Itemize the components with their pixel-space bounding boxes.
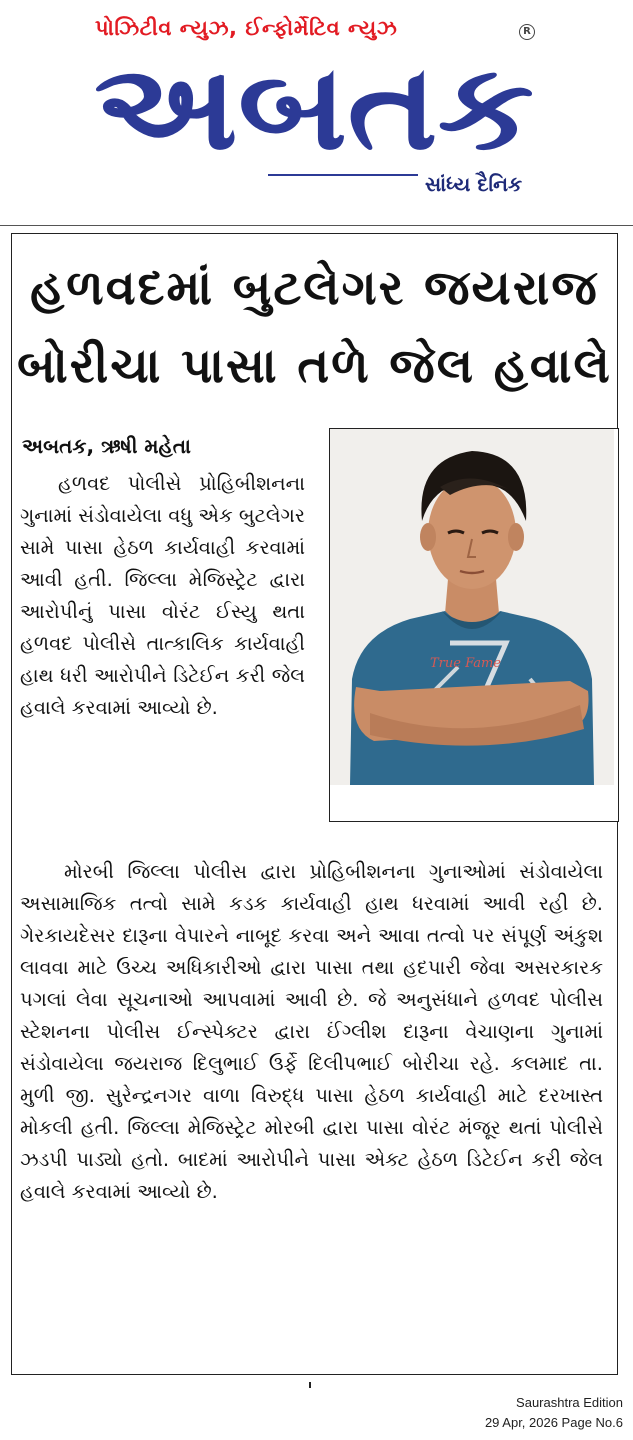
- article-paragraph-2: મોરબી જિલ્લા પોલીસ દ્વારા પ્રોહિબીશનના ગુનાઓમાં સંડોવાયેલા અસામાજિક તત્વો સામે કડક કાર્યવાહી હાથ ધરવામાં આવી રહી છે. ગેરકાયદેસર દારૂના વેપારને નાબૂદ કરવા અને આવા તત્વો પર સંપૂર્ણ અંકુશ લાવવા માટે ઉચ્ચ અધિકારીઓ દ્વારા પાસા તથા હદપારી જેવા અસરકારક પગલાં લેવા સૂચનાઓ આપવામાં આવી છે. જે અનુસંધાને હળવદ પોલીસ સ્ટેશનના પોલીસ ઈન્સ્પેક્ટર દ્વારા ઈંગ્લીશ દારૂના વેચાણના ગુનામાં સંડોવાયેલા જયરાજ દિલુભાઈ ઉર્ફે દિલીપભાઈ બોરીચા રહે. કલમાદ તા. મુળી જી. સુરેન્દ્રનગર વાળા વિરુદ્ધ પાસા હેઠળ કાર્યવાહી માટે દરખાસ્ત મોકલી હતી. જિલ્લા મેજિસ્ટ્રેટ મોરબી દ્વારા પાસા વોરંટ મંજૂર થતાં પોલીસે ઝડપી પાડ્યો હતો. બાદમાં આરોપીને પાસા એક્ટ હેઠળ ડિટેઈન કરી જેલ હવાલે કરવામાં આવ્યો છે.: [20, 860, 603, 1203]
- page-center-marker: [309, 1382, 311, 1388]
- byline: અબતક, ઋષી મહેતા: [22, 434, 191, 458]
- photo-frame: [329, 428, 619, 822]
- accused-photo: [330, 429, 614, 785]
- date-page-label: 29 Apr, 2026 Page No.6: [484, 1415, 623, 1430]
- masthead-tagline: પોઝિટીવ ન્યુઝ, ઈન્ફોર્મેટિવ ન્યુઝ: [95, 16, 398, 40]
- logo-text: અબતક: [94, 42, 534, 166]
- news-article: [11, 233, 618, 1375]
- article-paragraph-1: હળવદ પોલીસે પ્રોહિબીશનના ગુનામાં સંડોવાયેલા વધુ એક બુટલેગર સામે પાસા હેઠળ કાર્યવાહી કરવામાં આવી હતી. જિલ્લા મેજિસ્ટ્રેટ દ્વારા આરોપીનું પાસા વોરંટ ઈસ્યુ થતા હળવદ પોલીસે તાત્કાલિક કાર્યવાહી હાથ ધરી આરોપીને ડિટેઈન કરી જેલ હવાલે કરવામાં આવ્યો છે.: [20, 472, 305, 719]
- headline-line-2: બોરીચા પાસા તળે જેલ હવાલે: [17, 338, 612, 394]
- shirt-print-text: True Fame: [430, 656, 501, 671]
- headline-line-1: હળવદમાં બુટલેગર જયરાજ: [30, 260, 599, 316]
- masthead: [0, 0, 633, 226]
- edition-label: Saurashtra Edition: [516, 1395, 623, 1410]
- registered-trademark-icon: R: [519, 24, 535, 40]
- abtak-logo: [92, 42, 536, 166]
- logo-underline: [268, 174, 418, 176]
- masthead-subtitle: સાંધ્ય દૈનિક: [425, 172, 523, 196]
